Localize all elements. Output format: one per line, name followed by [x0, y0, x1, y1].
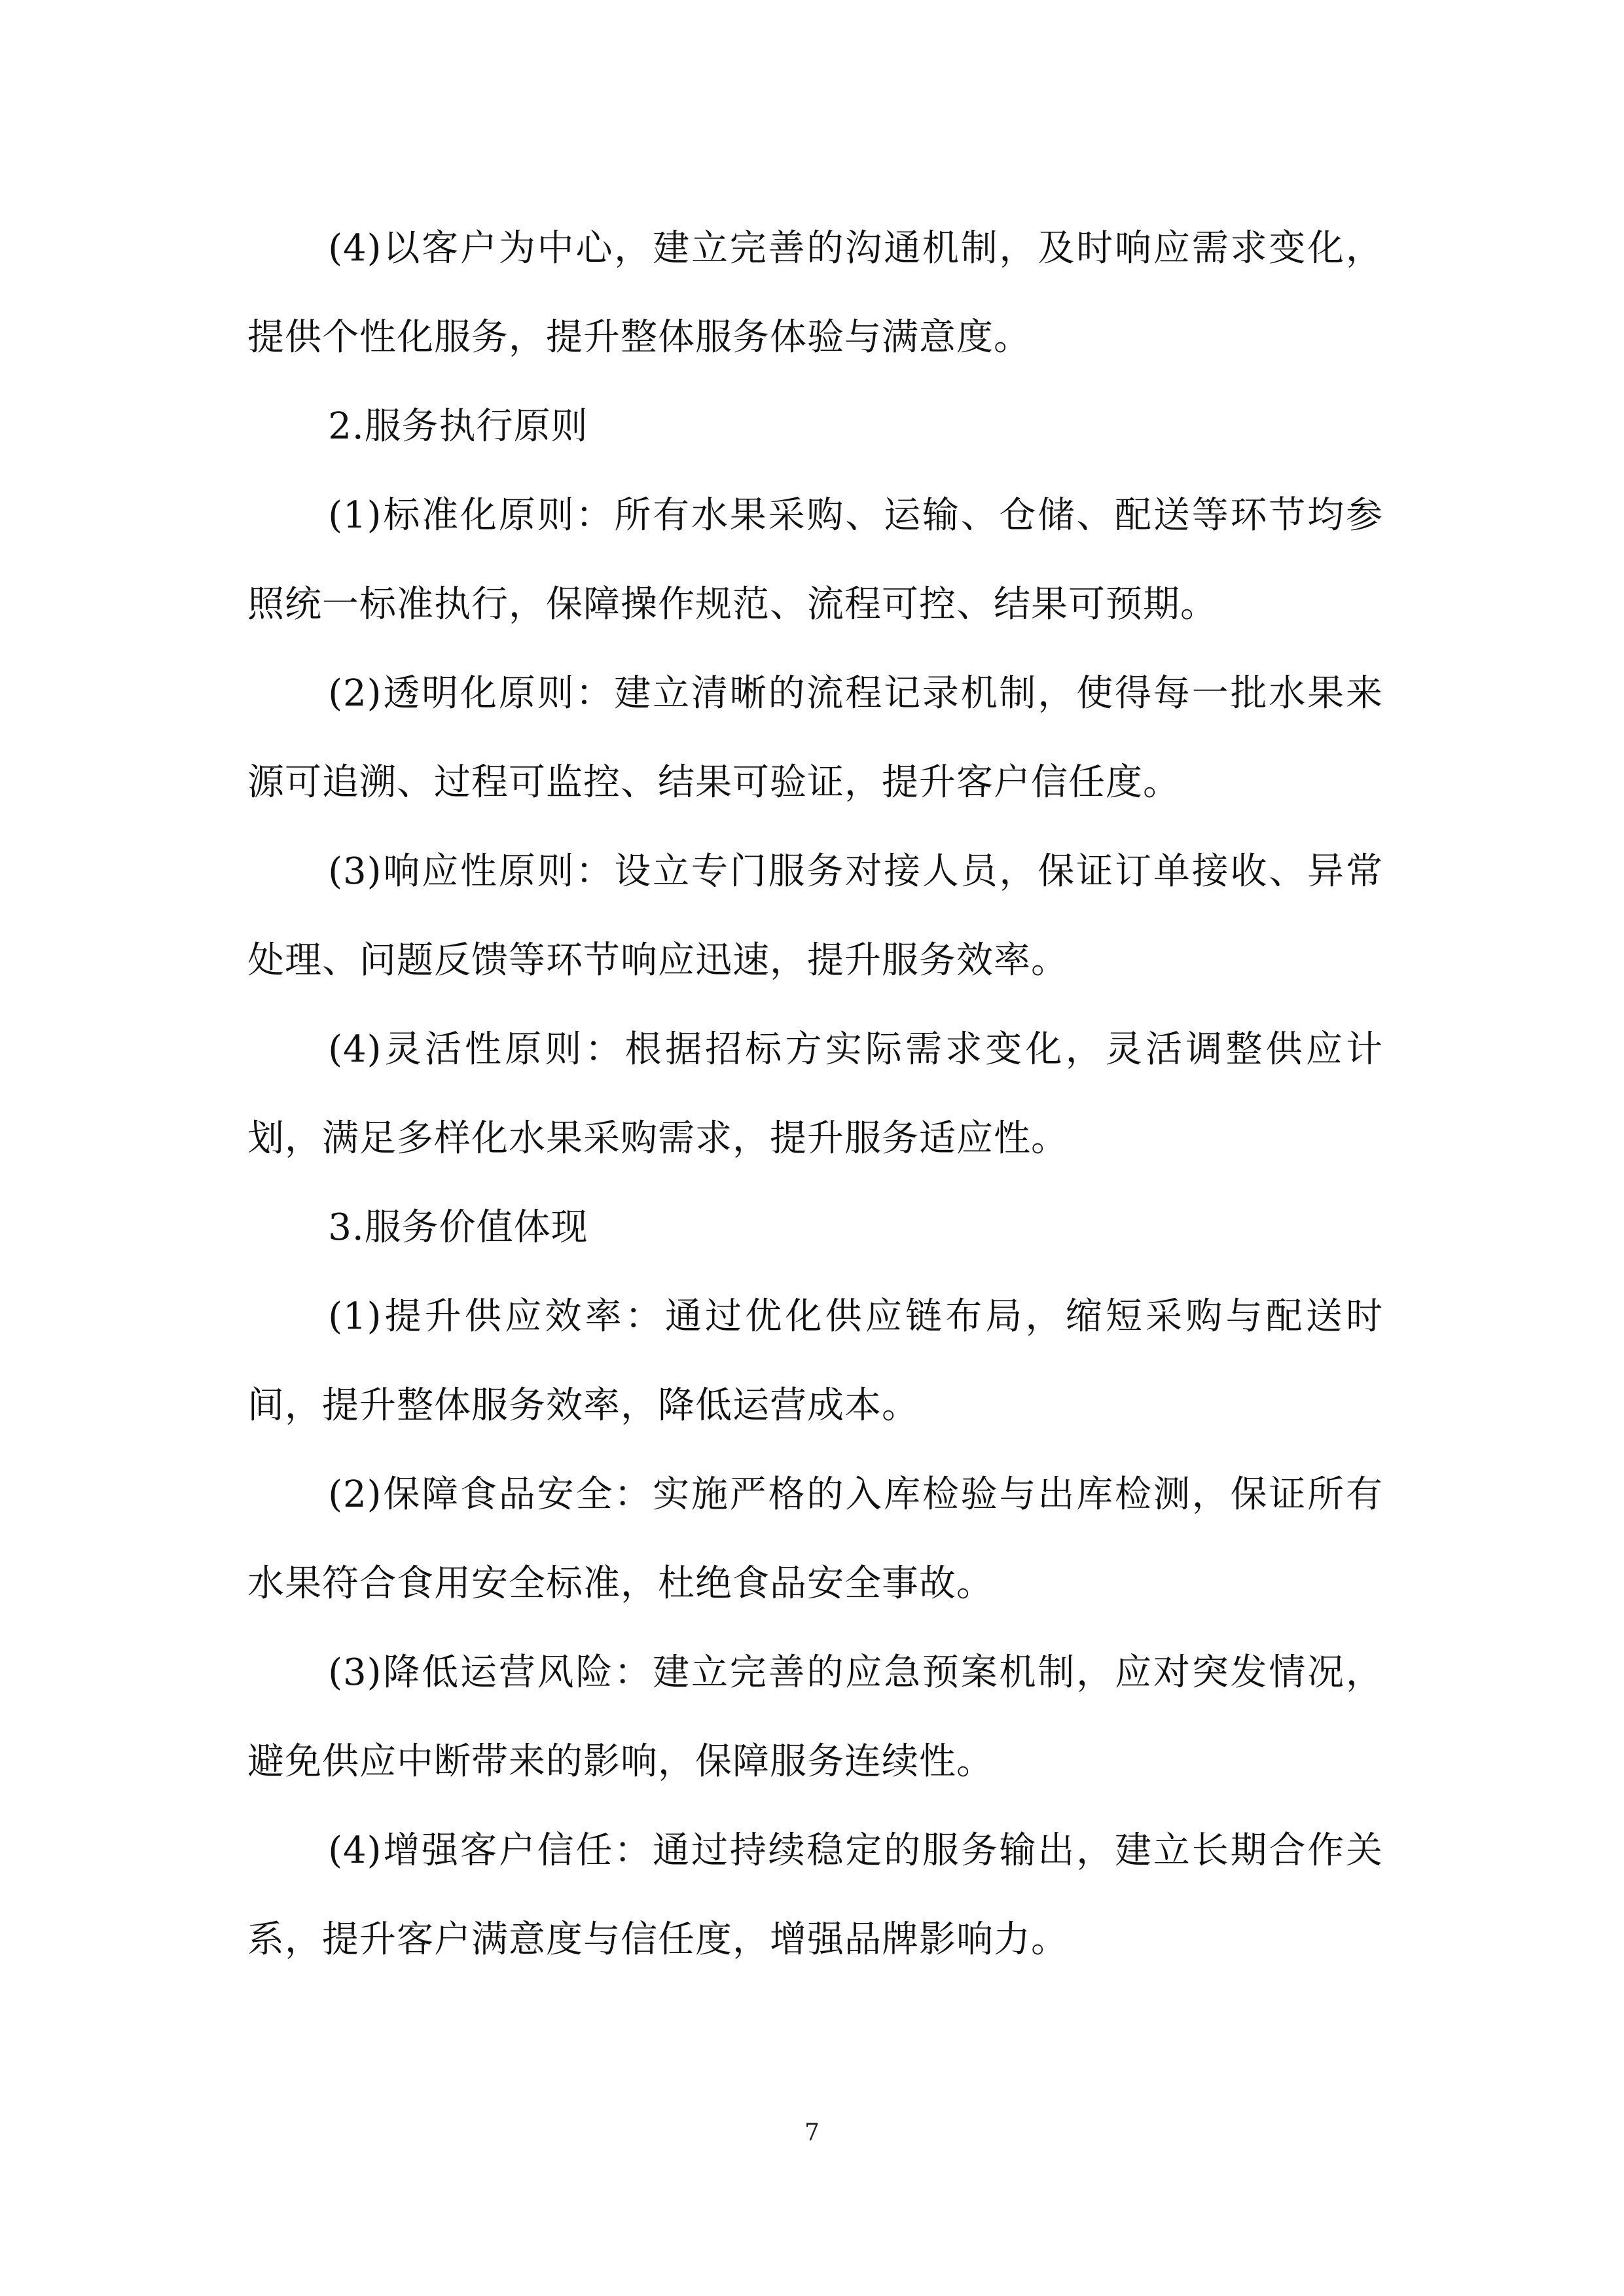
paragraph-responsiveness-principle: (3)响应性原则：设立专门服务对接人员，保证订单接收、异常处理、问题反馈等环节响应迅速，提升服务效率。 — [247, 850, 1383, 982]
section-heading-service-value: 3.服务价值体现 — [328, 1206, 588, 1249]
paragraph-transparency-principle: (2)透明化原则：建立清晰的流程记录机制，使得每一批水果来源可追溯、过程可监控、结果可验证，提升客户信任度。 — [247, 672, 1383, 804]
paragraph-supply-efficiency: (1)提升供应效率：通过优化供应链布局，缩短采购与配送时间，提升整体服务效率，降低运营成本。 — [247, 1295, 1383, 1427]
paragraph-standardization-principle: (1)标准化原则：所有水果采购、运输、仓储、配送等环节均参照统一标准执行，保障操作规范、流程可控、结果可预期。 — [247, 494, 1383, 626]
paragraph-food-safety: (2)保障食品安全：实施严格的入库检验与出库检测，保证所有水果符合食用安全标准，杜绝食品安全事故。 — [247, 1473, 1383, 1605]
paragraph-service-concept-4: (4)以客户为中心，建立完善的沟通机制，及时响应需求变化，提供个性化服务，提升整体服务体验与满意度。 — [247, 227, 1383, 359]
section-heading-execution-principles: 2.服务执行原则 — [328, 405, 588, 448]
page-number: 7 — [804, 2119, 820, 2146]
paragraph-operational-risk: (3)降低运营风险：建立完善的应急预案机制，应对突发情况，避免供应中断带来的影响，保障服务连续性。 — [247, 1651, 1383, 1783]
paragraph-customer-trust: (4)增强客户信任：通过持续稳定的服务输出，建立长期合作关系，提升客户满意度与信任度，增强品牌影响力。 — [247, 1829, 1383, 1961]
paragraph-flexibility-principle: (4)灵活性原则：根据招标方实际需求变化，灵活调整供应计划，满足多样化水果采购需求，提升服务适应性。 — [247, 1028, 1383, 1160]
document-body — [247, 204, 1383, 1984]
